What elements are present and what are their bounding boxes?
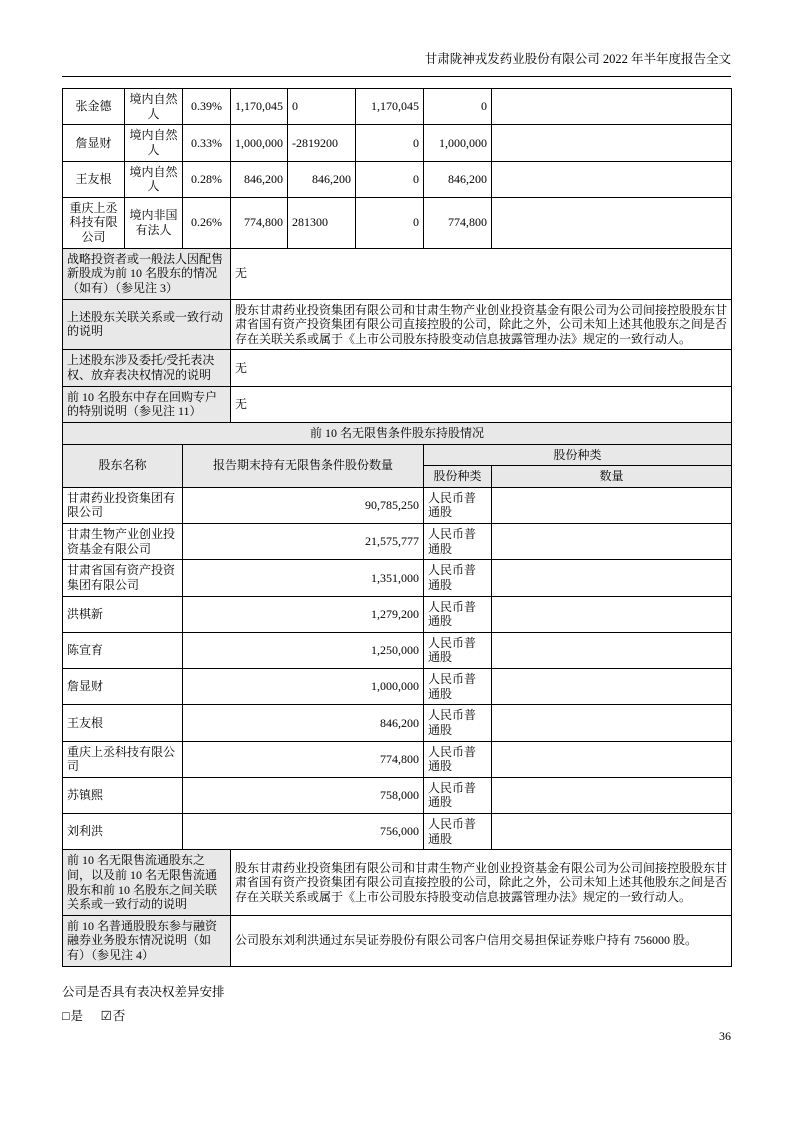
note-value: 股东甘肃药业投资集团有限公司和甘肃生物产业创业投资基金有限公司为公司间接控股股东甘肃省国有资产投资集团有限公司直接控股的公司，除此之外，公司未知上述其他股东之间是否存在关联关系或属于《上市公司股东持股变动信息披露管理办法》规定的一致行动人。 [231, 850, 732, 916]
holder-kind: 人民币普通股 [424, 524, 492, 560]
holder-kind: 人民币普通股 [424, 632, 492, 668]
holder-name: 陈宣育 [63, 632, 183, 668]
table-row [63, 524, 732, 560]
holder-name: 刘利洪 [63, 814, 183, 850]
shareholder-ratio: 0.28% [183, 161, 231, 197]
shareholder-ratio: 0.26% [183, 197, 231, 248]
holder-amount: 1,000,000 [183, 669, 424, 705]
header-divider [62, 76, 731, 77]
table-row [63, 632, 732, 668]
holder-qty [492, 560, 732, 596]
holder-name: 王友根 [63, 705, 183, 741]
note-row [63, 386, 732, 422]
table-row [63, 705, 732, 741]
holder-amount: 1,250,000 [183, 632, 424, 668]
table-row [63, 560, 732, 596]
holder-qty [492, 741, 732, 777]
holder-kind: 人民币普通股 [424, 669, 492, 705]
voting-rights-options [62, 1006, 731, 1024]
shareholder-count: 774,800 [231, 197, 288, 248]
shareholder-restricted: 0 [356, 161, 424, 197]
shareholder-name: 张金德 [63, 89, 125, 125]
note-row [63, 299, 732, 350]
shareholder-name: 詹显财 [63, 125, 125, 161]
table-row [63, 161, 732, 197]
table-row [63, 669, 732, 705]
table-row [63, 814, 732, 850]
holder-name: 洪棋新 [63, 596, 183, 632]
option-yes[interactable]: □是 [62, 1009, 85, 1024]
shareholder-type: 境内自然人 [125, 89, 183, 125]
table-row [63, 487, 732, 523]
shareholder-pledge [492, 89, 732, 125]
page-header: 甘肃陇神戎发药业股份有限公司 2022 年半年度报告全文 [424, 52, 731, 66]
note-row [63, 248, 732, 299]
table-row [63, 741, 732, 777]
table-row [63, 596, 732, 632]
table-row [63, 197, 732, 248]
shareholder-type: 境内自然人 [125, 125, 183, 161]
table-row [63, 125, 732, 161]
holder-qty [492, 487, 732, 523]
shareholder-restricted: 1,170,045 [356, 89, 424, 125]
shareholder-count: 846,200 [231, 161, 288, 197]
section-band-row [63, 422, 732, 444]
holder-kind: 人民币普通股 [424, 814, 492, 850]
shareholder-type: 境内自然人 [125, 161, 183, 197]
shareholder-pledge [492, 197, 732, 248]
note-value: 公司股东刘利洪通过东吴证券股份有限公司客户信用交易担保证券账户持有 756000 股。 [231, 915, 732, 966]
holder-kind: 人民币普通股 [424, 487, 492, 523]
shareholder-pledge [492, 161, 732, 197]
shareholder-type: 境内非国有法人 [125, 197, 183, 248]
note-value: 无 [231, 350, 732, 386]
section-title: 前 10 名无限售条件股东持股情况 [63, 422, 732, 444]
column-header-name: 股东名称 [63, 444, 183, 487]
holder-name: 甘肃药业投资集团有限公司 [63, 487, 183, 523]
holder-name: 詹显财 [63, 669, 183, 705]
shareholder-restricted: 0 [356, 197, 424, 248]
holder-kind: 人民币普通股 [424, 705, 492, 741]
note-value: 股东甘肃药业投资集团有限公司和甘肃生物产业创业投资基金有限公司为公司间接控股股东甘肃省国有资产投资集团有限公司直接控股的公司，除此之外，公司未知上述其他股东之间是否存在关联关系或属于《上市公司股东持股变动信息披露管理办法》规定的一致行动人。 [231, 299, 732, 350]
shareholder-change: -2819200 [288, 125, 356, 161]
shareholder-name: 重庆上丞科技有限公司 [63, 197, 125, 248]
shareholder-restricted: 0 [356, 125, 424, 161]
note-label: 上述股东关联关系或一致行动的说明 [63, 299, 231, 350]
shareholder-ratio: 0.39% [183, 89, 231, 125]
holder-amount: 756,000 [183, 814, 424, 850]
shareholder-change: 0 [288, 89, 356, 125]
voting-rights-question: 公司是否具有表决权差异安排 [62, 984, 225, 999]
shareholder-count: 1,000,000 [231, 125, 288, 161]
holder-qty [492, 705, 732, 741]
shareholder-pledge [492, 125, 732, 161]
shareholder-change: 846,200 [288, 161, 356, 197]
note-label: 前 10 名股东中存在回购专户的特别说明（参见注 11） [63, 386, 231, 422]
note-row [63, 350, 732, 386]
note-row [63, 915, 732, 966]
shareholding-table [62, 88, 732, 967]
table-row [63, 89, 732, 125]
note-label: 上述股东涉及委托/受托表决权、放弃表决权情况的说明 [63, 350, 231, 386]
holder-name: 甘肃生物产业创业投资基金有限公司 [63, 524, 183, 560]
holder-amount: 846,200 [183, 705, 424, 741]
holder-qty [492, 524, 732, 560]
note-label: 前 10 名普通股股东参与融资融券业务股东情况说明（如有）（参见注 4） [63, 915, 231, 966]
shareholder-unrestricted: 0 [424, 89, 492, 125]
shareholder-count: 1,170,045 [231, 89, 288, 125]
holder-amount: 90,785,250 [183, 487, 424, 523]
holder-name: 甘肃省国有资产投资集团有限公司 [63, 560, 183, 596]
holder-amount: 758,000 [183, 777, 424, 813]
shareholder-unrestricted: 846,200 [424, 161, 492, 197]
holder-amount: 774,800 [183, 741, 424, 777]
shareholder-unrestricted: 1,000,000 [424, 125, 492, 161]
note-label: 战略投资者或一般法人因配售新股成为前 10 名股东的情况（如有）（参见注 3） [63, 248, 231, 299]
shareholder-change: 281300 [288, 197, 356, 248]
table-row [63, 777, 732, 813]
page-content [62, 88, 731, 1024]
holder-amount: 21,575,777 [183, 524, 424, 560]
column-header-kind: 股份种类 [424, 466, 492, 488]
holder-qty [492, 596, 732, 632]
shareholder-ratio: 0.33% [183, 125, 231, 161]
holder-qty [492, 669, 732, 705]
holder-kind: 人民币普通股 [424, 560, 492, 596]
shareholder-unrestricted: 774,800 [424, 197, 492, 248]
table-header-row [63, 444, 732, 466]
holder-name: 重庆上丞科技有限公司 [63, 741, 183, 777]
holder-qty [492, 777, 732, 813]
holder-qty [492, 632, 732, 668]
note-value: 无 [231, 248, 732, 299]
column-header-group: 股份种类 [424, 444, 732, 466]
page-number: 36 [719, 1029, 731, 1043]
holder-kind: 人民币普通股 [424, 777, 492, 813]
column-header-qty: 数量 [492, 466, 732, 488]
holder-qty [492, 814, 732, 850]
shareholder-name: 王友根 [63, 161, 125, 197]
note-label: 前 10 名无限售流通股东之间，以及前 10 名无限售流通股东和前 10 名股东之间关联关系或一致行动的说明 [63, 850, 231, 916]
holder-kind: 人民币普通股 [424, 596, 492, 632]
holder-amount: 1,351,000 [183, 560, 424, 596]
holder-kind: 人民币普通股 [424, 741, 492, 777]
note-value: 无 [231, 386, 732, 422]
holder-name: 苏镇熙 [63, 777, 183, 813]
column-header-amount: 报告期末持有无限售条件股份数量 [183, 444, 424, 487]
option-no[interactable]: ☑否 [100, 1009, 127, 1024]
holder-amount: 1,279,200 [183, 596, 424, 632]
note-row [63, 850, 732, 916]
